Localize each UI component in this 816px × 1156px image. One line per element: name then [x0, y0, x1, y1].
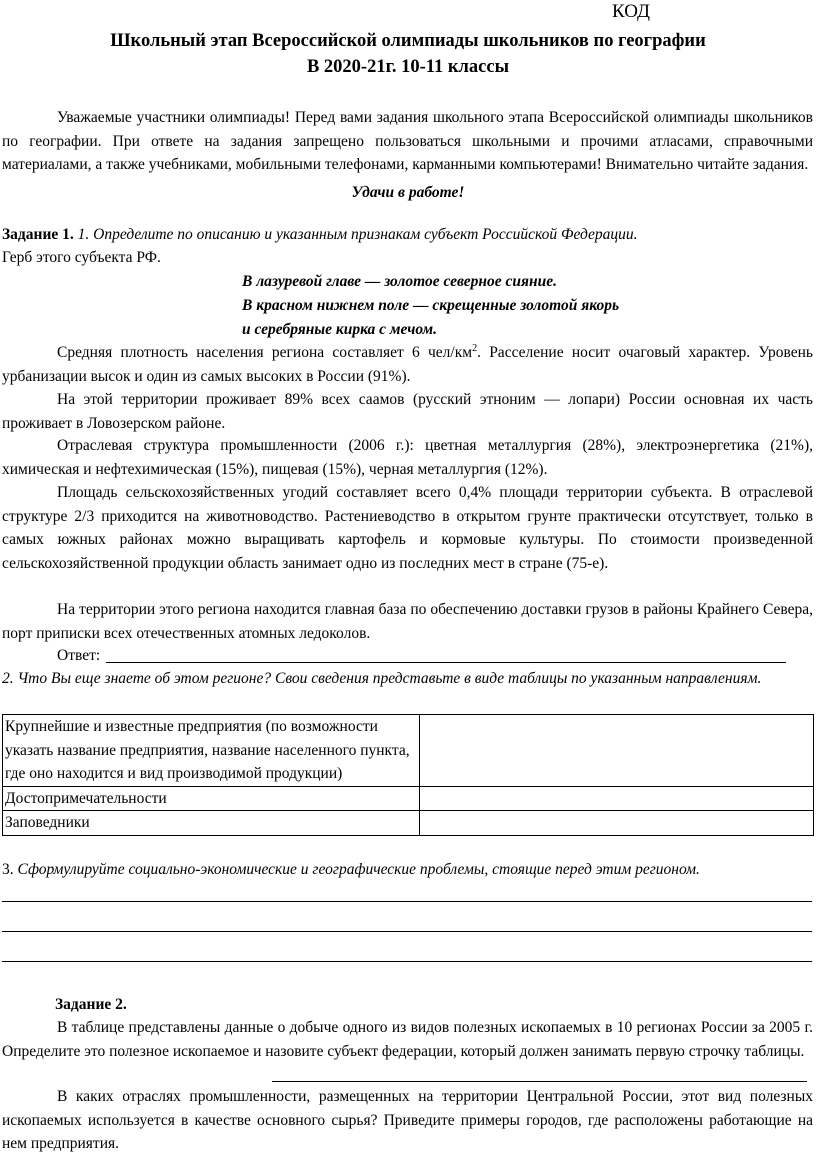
coat-line-2: В красном нижнем поле — скрещенные золотой якорь: [242, 297, 620, 314]
task1-q2-text: Что Вы еще знаете об этом регионе? Свои сведения представьте в виде таблицы по указанным направлениям.: [17, 670, 762, 687]
task1-heading: [2, 223, 813, 247]
agriculture-paragraph: Площадь сельскохозяйственных угодий составляет всего 0,4% площади территории субъекта. В отраслевой структуре 2/3 приходится на животноводство. Растениеводство в открытом грунте практически отсутствует, только в самых южных районах можно выращивать картофель и кормовые культуры. По стоимости произведенной сельскохозяйственной продукции область занимает одно из последних мест в стране (75-е).: [2, 484, 813, 572]
task1-q3-text: Сформулируйте социально-экономические и географические проблемы, стоящие перед этим регионом.: [17, 861, 700, 878]
answer-label: Ответ:: [57, 647, 101, 664]
answer-line[interactable]: [2, 931, 812, 932]
table-row-label: Достопримечательности: [3, 786, 420, 811]
table-row: [3, 786, 814, 811]
task1-q3-number: 3.: [2, 861, 14, 878]
answer-line[interactable]: [2, 901, 812, 902]
density-paragraph: [2, 341, 813, 388]
density-text-a: Средняя плотность населения региона составляет 6 чел/км: [57, 344, 473, 361]
table-answer-cell[interactable]: [420, 715, 814, 787]
coat-line-3: и серебряные кирка с мечом.: [242, 321, 438, 338]
coat-of-arms-intro: Герб этого субъекта РФ.: [2, 249, 161, 266]
region-info-table: [2, 714, 814, 836]
answer-line[interactable]: [106, 662, 786, 663]
task1-label: Задание 1.: [2, 226, 74, 243]
task1-q1-text: Определите по описанию и указанным признакам субъект Российской Федерации.: [93, 226, 638, 243]
answer-line[interactable]: [2, 961, 812, 962]
coat-line-1: В лазуревой главе — золотое северное сияние.: [242, 273, 557, 290]
task1-q3: [2, 858, 813, 882]
industry-paragraph: Отраслевая структура промышленности (2006 г.): цветная металлургия (28%), электроэнергетика (21%), химическая и нефтехимическая (15%), пищевая (15%), черная металлургия (12%).: [2, 437, 813, 478]
page-title: Школьный этап Всероссийской олимпиады школьников по географии: [110, 31, 706, 51]
density-sup: 2: [472, 342, 478, 354]
page-subtitle: В 2020-21г. 10-11 классы: [306, 57, 510, 77]
table-row: [3, 811, 814, 836]
task2-paragraph-1: В таблице представлены данные о добыче одного из видов полезных ископаемых в 10 регионах России за 2005 г. Определите это полезное ископаемое и назовите субъект федерации, который должен занимать первую строчку таблицы.: [2, 1019, 813, 1060]
task2-label: Задание 2.: [55, 996, 127, 1013]
saami-paragraph: На этой территории проживает 89% всех саамов (русский этноним — лопари) России основная их часть проживает в Ловозерском районе.: [2, 391, 813, 432]
table-row-label: Крупнейшие и известные предприятия (по возможности указать название предприятия, название населенного пункта, где оно находится и вид производимой продукции): [3, 715, 420, 787]
table-row-label: Заповедники: [3, 811, 420, 836]
task1-q1-number: 1.: [77, 226, 90, 243]
task2-paragraph-2: В каких отраслях промышленности, размещенных на территории Центральной России, этот вид полезных ископаемых используется в качестве основного сырья? Приведите примеры городов, где расположены работающие на нем предприятия.: [2, 1088, 813, 1152]
answer-line[interactable]: [272, 1081, 807, 1082]
table-row: [3, 715, 814, 787]
table-answer-cell[interactable]: [420, 811, 814, 836]
good-luck-text: Удачи в работе!: [351, 184, 465, 201]
intro-paragraph: Уважаемые участники олимпиады! Перед вами задания школьного этапа Всероссийской олимпиады школьников по географии. При ответе на задания запрещено пользоваться школьными и прочими атласами, справочными материалами, а также учебниками, мобильными телефонами, карманными компьютерами! Внимательно читайте задания.: [2, 109, 813, 173]
task1-q2: [2, 667, 813, 691]
task1-q2-number: 2.: [2, 670, 14, 687]
density-text-b: . Расселение носит очаговый характер. Уровень урбанизации высок и один из самых высоких в России (91%).: [2, 344, 814, 385]
table-answer-cell[interactable]: [420, 786, 814, 811]
code-label: КОД: [612, 1, 650, 22]
port-paragraph: На территории этого региона находится главная база по обеспечению доставки грузов в районы Крайнего Севера, порт приписки всех отечественных атомных ледоколов.: [2, 601, 813, 642]
